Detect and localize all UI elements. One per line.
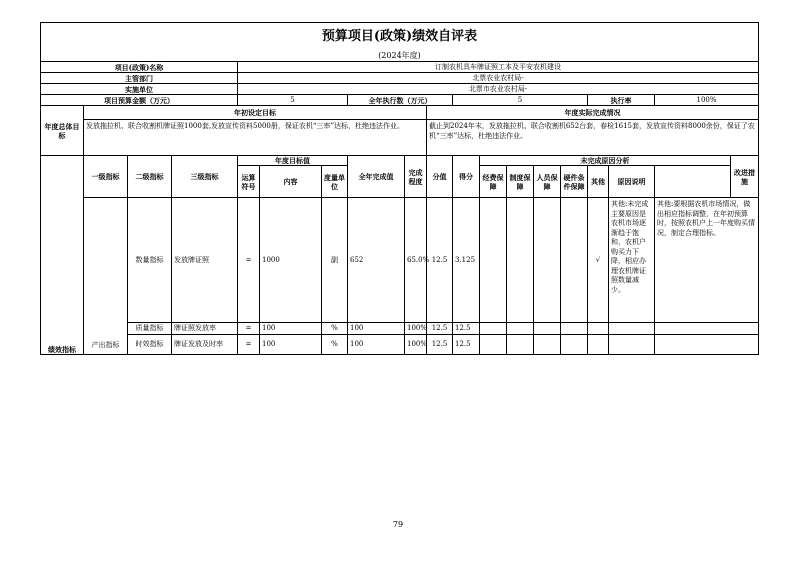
row-staff: [534, 198, 561, 323]
row-staff: [534, 335, 561, 355]
level1-output: 产出指标: [84, 198, 128, 355]
evaluation-table: [40, 22, 759, 355]
row-operator: =: [238, 323, 260, 335]
actual-status-text: 截止到2024年末，发放拖拉机、联合收割机652台套，春检1615套，发放宣传资料8000余份，保证了农机“三率”达标，杜绝违法作业。: [427, 120, 759, 156]
row-fund: [480, 198, 507, 323]
report-year: (2024年度): [41, 49, 759, 62]
project-name-label: 项目(政策)名称: [41, 62, 238, 73]
row-measure: [655, 323, 759, 335]
impl-label: 实施单位: [41, 84, 238, 95]
performance-indicator-label: 绩效指标: [41, 156, 84, 355]
project-name-value: 订制农机具车牌证照工本及平安农机建设: [238, 62, 759, 73]
row-other-check: √: [588, 198, 609, 323]
header-reason-analysis: 未完成原因分析: [480, 156, 731, 166]
table-row: [41, 323, 759, 335]
row-operator: =: [238, 335, 260, 355]
budget-value: 5: [238, 95, 348, 106]
row-full-year-value: 652: [348, 198, 405, 323]
row-measure: 其他:要根据农机市场情况，做出相应指标调整，在年初预算时，按照农机户上一年度购买情况，制定合理指标。: [655, 198, 759, 323]
row-score: 12.5: [453, 323, 480, 335]
row-staff: [534, 323, 561, 335]
row-system: [507, 323, 534, 335]
header-level1: 一级指标: [84, 156, 128, 198]
header-unit: 度量单位: [322, 166, 348, 198]
header-system: 制度保障: [507, 166, 534, 198]
header-score: 得分: [453, 156, 480, 198]
row-operator: =: [238, 198, 260, 323]
row-level3: 牌证发放及时率: [172, 335, 238, 355]
header-measures: 改进措施: [731, 156, 759, 198]
header-level3: 三级指标: [172, 156, 238, 198]
self-evaluation-sheet: [40, 22, 755, 355]
initial-goal-label: 年初设定目标: [84, 106, 427, 120]
row-level3: 发放牌证照: [172, 198, 238, 323]
dept-label: 主管部门: [41, 73, 238, 84]
row-full-year-value: 100: [348, 323, 405, 335]
header-hardware: 硬件条件保障: [561, 166, 588, 198]
row-fund: [480, 323, 507, 335]
header-staff: 人员保障: [534, 166, 561, 198]
row-reason: 其他:未完成主要原因是农机市场逐渐趋于饱和，农机户购买力下降，相应办理农机牌证照数量减少。: [609, 198, 655, 323]
row-degree: 100%: [405, 323, 427, 335]
header-content: 内容: [260, 166, 322, 198]
overall-goal-label: 年度总体目标: [41, 106, 84, 156]
page-number: 79: [392, 520, 404, 529]
row-content: 100: [260, 335, 322, 355]
row-unit: 副: [322, 198, 348, 323]
page-title: 预算项目(政策)绩效自评表: [41, 23, 759, 50]
exec-value: 5: [453, 95, 588, 106]
row-content: 100: [260, 323, 322, 335]
rate-value: 100%: [655, 95, 759, 106]
exec-label: 全年执行数（万元）: [348, 95, 453, 106]
row-degree: 65.0%: [405, 198, 427, 323]
row-fund: [480, 335, 507, 355]
row-content: 1000: [260, 198, 322, 323]
row-system: [507, 198, 534, 323]
row-measure: [655, 335, 759, 355]
row-other-check: [588, 323, 609, 335]
row-unit: %: [322, 323, 348, 335]
actual-status-label: 年度实际完成情况: [427, 106, 759, 120]
row-full-year-value: 100: [348, 335, 405, 355]
row-reason: [609, 335, 655, 355]
row-reason: [609, 323, 655, 335]
row-level3: 牌证照发放率: [172, 323, 238, 335]
row-hardware: [561, 335, 588, 355]
rate-label: 执行率: [588, 95, 655, 106]
header-operator: 运算符号: [238, 166, 260, 198]
header-reason-desc: 原因说明: [609, 166, 655, 198]
header-completion-degree: 完成程度: [405, 156, 427, 198]
row-other-check: [588, 335, 609, 355]
row-score: 3.125: [453, 198, 480, 323]
header-other: 其他: [588, 166, 609, 198]
row-unit: %: [322, 335, 348, 355]
page-cut-mask: [40, 372, 748, 378]
row-degree: 100%: [405, 335, 427, 355]
row-hardware: [561, 198, 588, 323]
impl-value: 北票市农业农村局-: [238, 84, 759, 95]
header-annual-target: 年度目标值: [238, 156, 348, 166]
row-level2: 时效指标: [128, 335, 172, 355]
header-full-year-value: 全年完成值: [348, 156, 405, 198]
row-points: 12.5: [427, 198, 453, 323]
row-hardware: [561, 323, 588, 335]
row-score: 12.5: [453, 335, 480, 355]
row-system: [507, 335, 534, 355]
row-level2: 质量指标: [128, 323, 172, 335]
header-fund: 经费保障: [480, 166, 507, 198]
row-level2: 数量指标: [128, 198, 172, 323]
header-points: 分值: [427, 156, 453, 198]
dept-value: 北票农业农村局-: [238, 73, 759, 84]
header-level2: 二级指标: [128, 156, 172, 198]
table-row: [41, 335, 759, 355]
budget-label: 项目预算金额（万元）: [41, 95, 238, 106]
initial-goal-text: 发放拖拉机、联合收割机牌证照1000套,发放宣传资料5000册，保证农机“三率”达标，杜绝违法作业。: [84, 120, 427, 156]
row-points: 12.5: [427, 335, 453, 355]
row-points: 12.5: [427, 323, 453, 335]
table-row: [41, 198, 759, 323]
